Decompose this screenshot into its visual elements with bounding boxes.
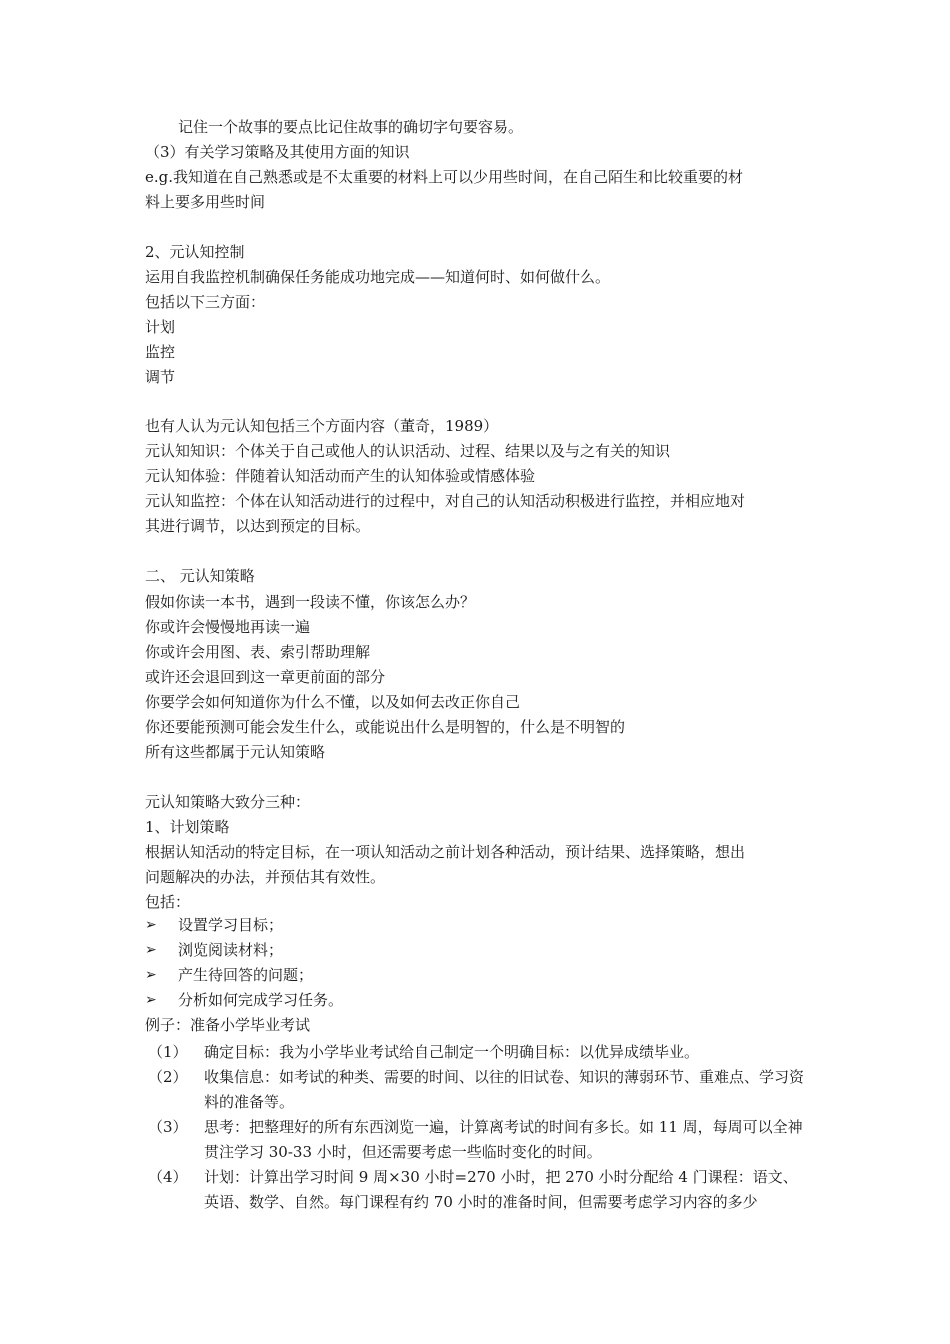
text-line: 料上要多用些时间 [145, 193, 266, 211]
text-line: 你要学会如何知道你为什么不懂，以及如何去改正你自己 [145, 693, 521, 711]
text-line: 问题解决的办法，并预估其有效性。 [145, 868, 386, 886]
list-item: 监控 [145, 343, 176, 361]
text-line: 也有人认为元认知包括三个方面内容（董奇，1989） [145, 417, 499, 435]
text-line: 记住一个故事的要点比记住故事的确切字句要容易。 [178, 118, 524, 136]
bullet-item: 产生待回答的问题； [178, 966, 314, 984]
list-item: 计划 [145, 318, 176, 336]
text-line: 假如你读一本书，遇到一段读不懂，你该怎么办？ [145, 593, 476, 611]
bullet-item: 设置学习目标； [178, 916, 284, 934]
arrow-bullet-icon: ➢ [145, 942, 157, 958]
step-number: （3） [148, 1118, 188, 1136]
arrow-bullet-icon: ➢ [145, 992, 157, 1008]
text-line: 你或许会用图、表、索引帮助理解 [145, 643, 371, 661]
section-heading: 1、计划策略 [145, 818, 230, 836]
step-number: （2） [148, 1068, 188, 1086]
arrow-bullet-icon: ➢ [145, 917, 157, 933]
step-number: （1） [148, 1043, 188, 1061]
step-text: 确定目标：我为小学毕业考试给自己制定一个明确目标：以优异成绩毕业。 [204, 1043, 700, 1061]
text-line: 元认知知识：个体关于自己或他人的认识活动、过程、结果以及与之有关的知识 [145, 442, 671, 460]
text-line: 元认知体验：伴随着认知活动而产生的认知体验或情感体验 [145, 467, 536, 485]
text-line: 元认知策略大致分三种： [145, 793, 311, 811]
bullet-item: 浏览阅读材料； [178, 941, 284, 959]
text-line: 例子：准备小学毕业考试 [145, 1016, 311, 1034]
text-line: 元认知监控：个体在认知活动进行的过程中，对自己的认知活动积极进行监控，并相应地对 [145, 492, 746, 510]
step-text: 收集信息：如考试的种类、需要的时间、以往的旧试卷、知识的薄弱环节、重难点、学习资料的准备等。 [204, 1068, 805, 1111]
text-line: e.g.我知道在自己熟悉或是不太重要的材料上可以少用些时间，在自己陌生和比较重要的材 [145, 168, 744, 186]
section-heading: 二、 元认知策略 [145, 567, 255, 585]
section-heading: 2、元认知控制 [145, 243, 245, 261]
arrow-bullet-icon: ➢ [145, 967, 157, 983]
text-line: （3）有关学习策略及其使用方面的知识 [145, 143, 410, 161]
text-line: 其进行调节，以达到预定的目标。 [145, 517, 371, 535]
text-line: 或许还会退回到这一章更前面的部分 [145, 668, 386, 686]
text-line: 所有这些都属于元认知策略 [145, 743, 326, 761]
text-line: 你还要能预测可能会发生什么，或能说出什么是明智的，什么是不明智的 [145, 718, 626, 736]
text-line: 根据认知活动的特定目标，在一项认知活动之前计划各种活动，预计结果、选择策略，想出 [145, 843, 746, 861]
step-number: （4） [148, 1168, 188, 1186]
step-text: 思考：把整理好的所有东西浏览一遍，计算离考试的时间有多长。如 11 周，每周可以全神贯注学习 30-33 小时，但还需要考虑一些临时变化的时间。 [204, 1118, 803, 1161]
text-line: 包括以下三方面： [145, 293, 266, 311]
bullet-item: 分析如何完成学习任务。 [178, 991, 344, 1009]
text-line: 运用自我监控机制确保任务能成功地完成——知道何时、如何做什么。 [145, 268, 611, 286]
list-item: 调节 [145, 368, 176, 386]
text-line: 包括： [145, 893, 191, 911]
text-line: 你或许会慢慢地再读一遍 [145, 618, 311, 636]
step-text: 计划：计算出学习时间 9 周×30 小时=270 小时，把 270 小时分配给 4 门课程：语文、英语、数学、自然。每门课程有约 70 小时的准备时间，但需要考虑学习内容的多少 [204, 1168, 798, 1211]
